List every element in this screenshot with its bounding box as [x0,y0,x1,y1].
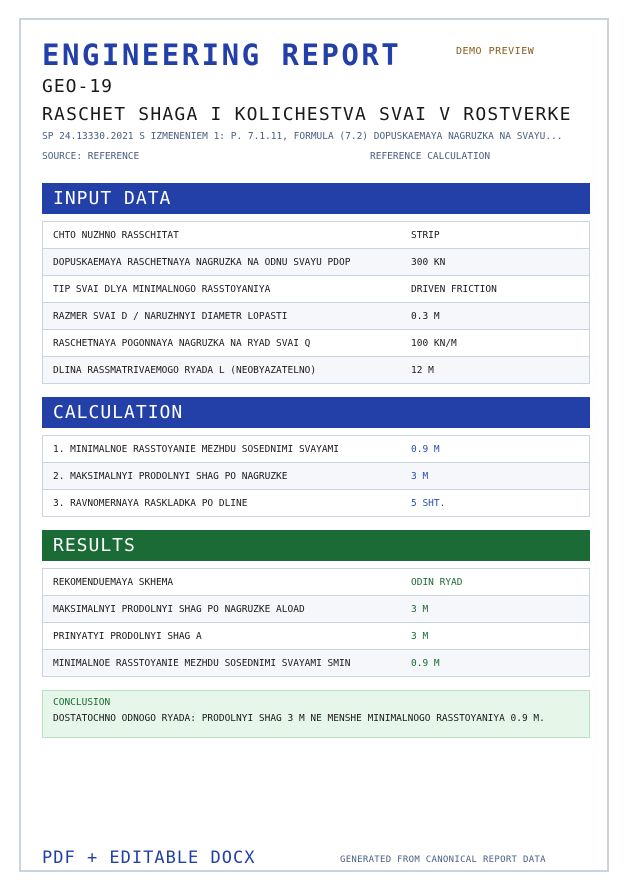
row-label: 3. RAVNOMERNAYA RASKLADKA PO DLINE [53,497,248,509]
row-label: RAZMER SVAI D / NARUZHNYI DIAMETR LOPASTI [53,310,288,322]
results-heading: RESULTS [42,530,590,561]
row-value: 0.9 M [411,443,440,455]
table-row [42,623,590,650]
table-row [42,330,590,357]
row-label: DLINA RASSMATRIVAEMOGO RYADA L (NEOBYAZATELNO) [53,364,317,376]
row-label: PRINYATYI PRODOLNYI SHAG A [53,630,202,642]
table-row [42,222,590,249]
table-row [42,596,590,623]
row-label: MAKSIMALNYI PRODOLNYI SHAG PO NAGRUZKE ALOAD [53,603,305,615]
conclusion-label: CONCLUSION [53,697,111,708]
table-row [42,303,590,330]
report-code: GEO-19 [42,76,114,97]
calculation-mode: REFERENCE CALCULATION [370,151,491,162]
results-table [42,568,590,677]
conclusion-text: DOSTATOCHNO ODNOGO RYADA: PRODOLNYI SHAG 3 M NE MENSHE MINIMALNOGO RASSTOYANIYA 0.9 M. [53,713,545,724]
row-label: RASCHETNAYA POGONNAYA NAGRUZKA NA RYAD SVAI Q [53,337,311,349]
row-value: 5 SHT. [411,497,446,509]
calculation-heading: CALCULATION [42,397,590,428]
norm-reference: SP 24.13330.2021 S IZMENENIEM 1: P. 7.1.11, FORMULA (7.2) DOPUSKAEMAYA NAGRUZKA NA SVAYU... [42,131,563,142]
table-row [42,276,590,303]
table-row [42,463,590,490]
calculation-table [42,435,590,517]
table-row [42,569,590,596]
row-value: 3 M [411,470,429,482]
row-value: 0.9 M [411,657,440,669]
row-value: ODIN RYAD [411,576,463,588]
row-value: DRIVEN FRICTION [411,283,497,295]
table-row [42,650,590,677]
row-label: CHTO NUZHNO RASSCHITAT [53,229,179,241]
row-value: 0.3 M [411,310,440,322]
row-value: 300 KN [411,256,446,268]
row-value: STRIP [411,229,440,241]
table-row [42,357,590,384]
row-label: 2. MAKSIMALNYI PRODOLNYI SHAG PO NAGRUZKE [53,470,288,482]
row-label: 1. MINIMALNOE RASSTOYANIE MEZHDU SOSEDNIMI SVAYAMI [53,443,339,455]
source-label: SOURCE: REFERENCE [42,151,140,162]
row-value: 100 KN/M [411,337,457,349]
demo-preview-badge: DEMO PREVIEW [456,46,535,57]
table-row [42,249,590,276]
report-title: ENGINEERING REPORT [42,38,402,72]
conclusion-box [42,690,590,738]
row-label: DOPUSKAEMAYA RASCHETNAYA NAGRUZKA NA ODNU SVAYU PDOP [53,256,351,268]
input-data-table [42,221,590,384]
row-value: 12 M [411,364,434,376]
row-label: REKOMENDUEMAYA SKHEMA [53,576,174,588]
table-row [42,490,590,517]
table-row [42,436,590,463]
row-value: 3 M [411,630,429,642]
report-subtitle: RASCHET SHAGA I KOLICHESTVA SVAI V ROSTVERKE [42,104,572,125]
row-label: MINIMALNOE RASSTOYANIE MEZHDU SOSEDNIMI SVAYAMI SMIN [53,657,351,669]
export-formats: PDF + EDITABLE DOCX [42,848,256,868]
report-page [19,18,609,872]
generated-note: GENERATED FROM CANONICAL REPORT DATA [340,855,546,865]
input-data-heading: INPUT DATA [42,183,590,214]
row-label: TIP SVAI DLYA MINIMALNOGO RASSTOYANIYA [53,283,271,295]
row-value: 3 M [411,603,429,615]
